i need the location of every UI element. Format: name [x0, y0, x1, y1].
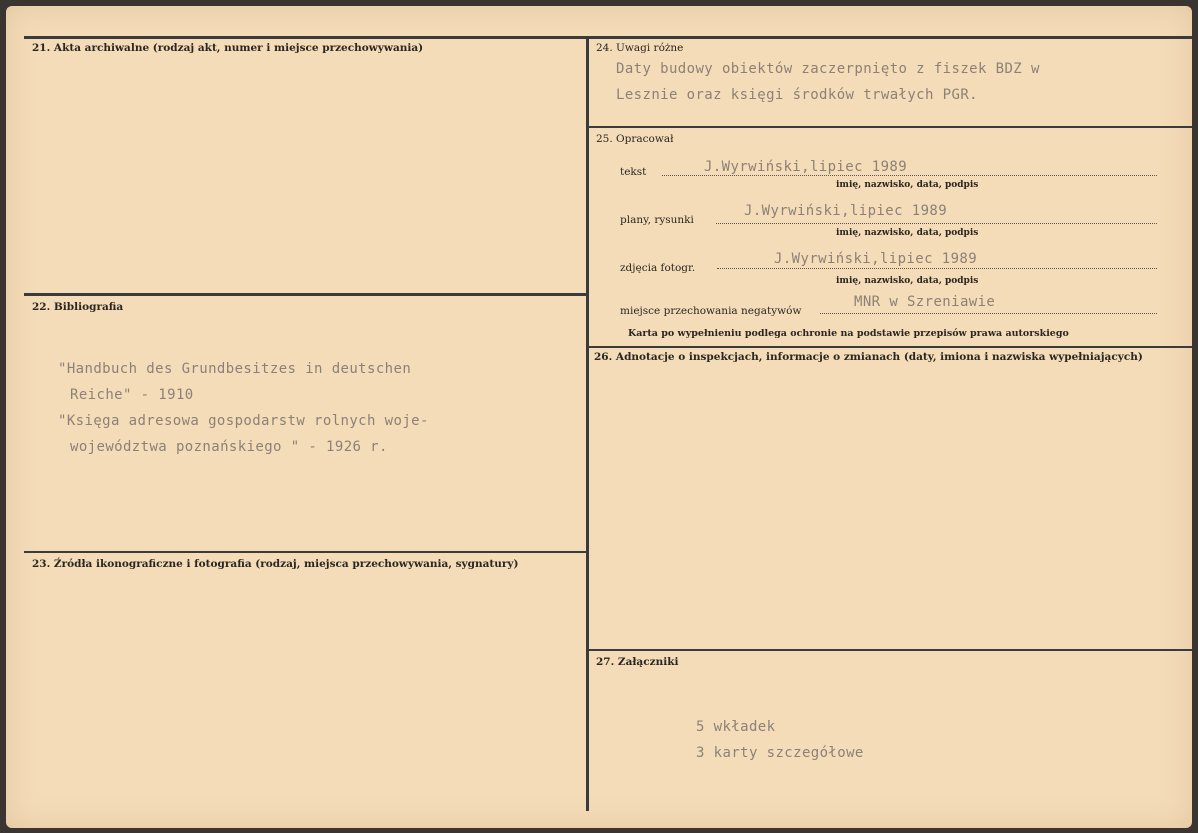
rule-22-23: [24, 551, 588, 553]
rule-25-26: [588, 346, 1192, 348]
record-card: [6, 6, 1192, 828]
negatywy-dotline: [820, 313, 1157, 314]
bibliography-line-2: Reiche" - 1910: [70, 387, 194, 403]
section-27-label: 27. Załączniki: [596, 656, 679, 668]
section-21-label: 21. Akta archiwalne (rodzaj akt, numer i miejsce przechowywania): [32, 42, 424, 54]
zdjecia-caption: imię, nazwisko, data, podpis: [836, 276, 979, 286]
plany-label: plany, rysunki: [620, 214, 694, 226]
center-vertical-rule: [586, 36, 589, 811]
section-23-label: 23. Źródła ikonograficzne i fotografia (rodzaj, miejsca przechowywania, sygnatury): [32, 558, 519, 570]
plany-caption: imię, nazwisko, data, podpis: [836, 228, 979, 238]
section-24-label: 24. Uwagi różne: [596, 42, 684, 54]
bibliography-line-3: "Księga adresowa gospodarstw rolnych woje-: [58, 413, 429, 429]
attachments-line-2: 3 karty szczegółowe: [696, 745, 864, 761]
rule-26-27: [588, 649, 1192, 651]
zdjecia-dotline: [717, 268, 1157, 269]
section-25-label: 25. Opracował: [596, 133, 674, 145]
plany-value: J.Wyrwiński,lipiec 1989: [744, 203, 948, 219]
tekst-value: J.Wyrwiński,lipiec 1989: [704, 159, 908, 175]
rule-24-25: [588, 126, 1192, 128]
zdjecia-value: J.Wyrwiński,lipiec 1989: [774, 251, 978, 267]
copyright-notice: Karta po wypełnieniu podlega ochronie na podstawie przepisów prawa autorskiego: [628, 328, 1069, 339]
top-rule: [24, 36, 1192, 39]
rule-21-22: [24, 293, 588, 296]
negatywy-value: MNR w Szreniawie: [854, 294, 996, 310]
section-22-label: 22. Bibliografia: [32, 301, 124, 313]
zdjecia-label: zdjęcia fotogr.: [620, 262, 696, 274]
bibliography-line-1: "Handbuch des Grundbesitzes in deutschen: [58, 361, 412, 377]
negatywy-label: miejsce przechowania negatywów: [620, 305, 802, 317]
remarks-line-1: Daty budowy obiektów zaczerpnięto z fiszek BDZ w: [616, 61, 1040, 77]
section-26-label: 26. Adnotacje o inspekcjach, informacje o zmianach (daty, imiona i nazwiska wypełniających): [594, 351, 1143, 363]
plany-dotline: [716, 223, 1157, 224]
tekst-dotline: [662, 175, 1157, 176]
tekst-label: tekst: [620, 166, 647, 178]
remarks-line-2: Lesznie oraz księgi środków trwałych PGR.: [616, 87, 978, 103]
attachments-line-1: 5 wkładek: [696, 719, 776, 735]
bibliography-line-4: województwa poznańskiego " - 1926 r.: [70, 439, 388, 455]
tekst-caption: imię, nazwisko, data, podpis: [836, 180, 979, 190]
